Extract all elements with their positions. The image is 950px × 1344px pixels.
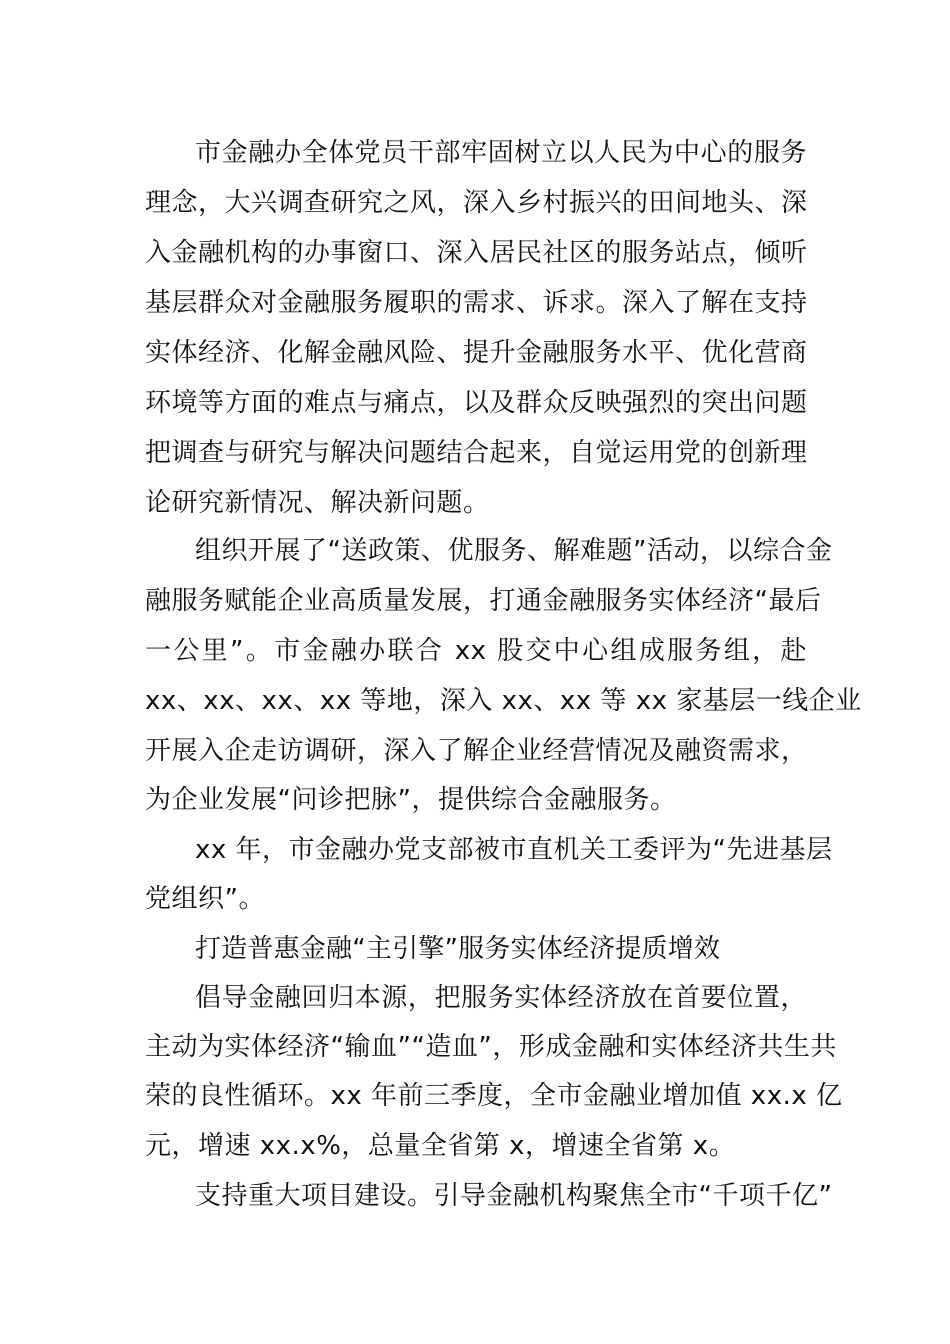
paragraph-2-line-5: 开展入企走访调研，深入了解企业经营情况及融资需求， xyxy=(145,736,808,766)
paragraph-1-line-7: 把调查与研究与解决问题结合起来，自觉运用党的创新理 xyxy=(145,438,808,468)
paragraph-1-line-3: 入金融机构的办事窗口、深入居民社区的服务站点，倾听 xyxy=(145,238,808,268)
paragraph-3-line-1: xx 年，市金融办党支部被市直机关工委评为“先进基层 xyxy=(195,835,833,865)
paragraph-2-line-1: 组织开展了“送政策、优服务、解难题”活动，以综合金 xyxy=(195,536,833,566)
paragraph-2-line-4: xx、xx、xx、xx 等地，深入 xx、xx 等 xx 家基层一线企业 xyxy=(145,686,862,716)
paragraph-1-line-2: 理念，大兴调查研究之风，深入乡村振兴的田间地头、深 xyxy=(145,188,808,218)
paragraph-1-line-5: 实体经济、化解金融风险、提升金融服务水平、优化营商 xyxy=(145,338,808,368)
paragraph-4-line-2: 主动为实体经济“输血”“造血”，形成金融和实体经济共生共 xyxy=(145,1032,837,1062)
paragraph-2-line-6: 为企业发展“问诊把脉”，提供综合金融服务。 xyxy=(145,785,677,815)
paragraph-1-line-1: 市金融办全体党员干部牢固树立以人民为中心的服务 xyxy=(195,138,807,168)
paragraph-4-line-4: 元，增速 xx.x%，总量全省第 x，增速全省第 x。 xyxy=(145,1131,736,1161)
paragraph-1-line-8: 论研究新情况、解决新问题。 xyxy=(145,488,490,518)
paragraph-4-line-3: 荣的良性循环。xx 年前三季度，全市金融业增加值 xx.x 亿 xyxy=(145,1081,843,1111)
paragraph-4-line-1: 倡导金融回归本源，把服务实体经济放在首要位置， xyxy=(195,983,807,1013)
paragraph-1-line-6: 环境等方面的难点与痛点，以及群众反映强烈的突出问题 xyxy=(145,388,808,418)
paragraph-2-line-2: 融服务赋能企业高质量发展，打通金融服务实体经济“最后 xyxy=(145,586,822,616)
paragraph-2-line-3: 一公里”。市金融办联合 xx 股交中心组成服务组，赴 xyxy=(145,636,807,666)
paragraph-5-line-1: 支持重大项目建设。引导金融机构聚焦全市“千项千亿” xyxy=(195,1181,833,1211)
paragraph-1-line-4: 基层群众对金融服务履职的需求、诉求。深入了解在支持 xyxy=(145,288,808,318)
section-heading: 打造普惠金融“主引擎”服务实体经济提质增效 xyxy=(195,934,721,964)
paragraph-3-line-2: 党组织”。 xyxy=(145,884,265,914)
